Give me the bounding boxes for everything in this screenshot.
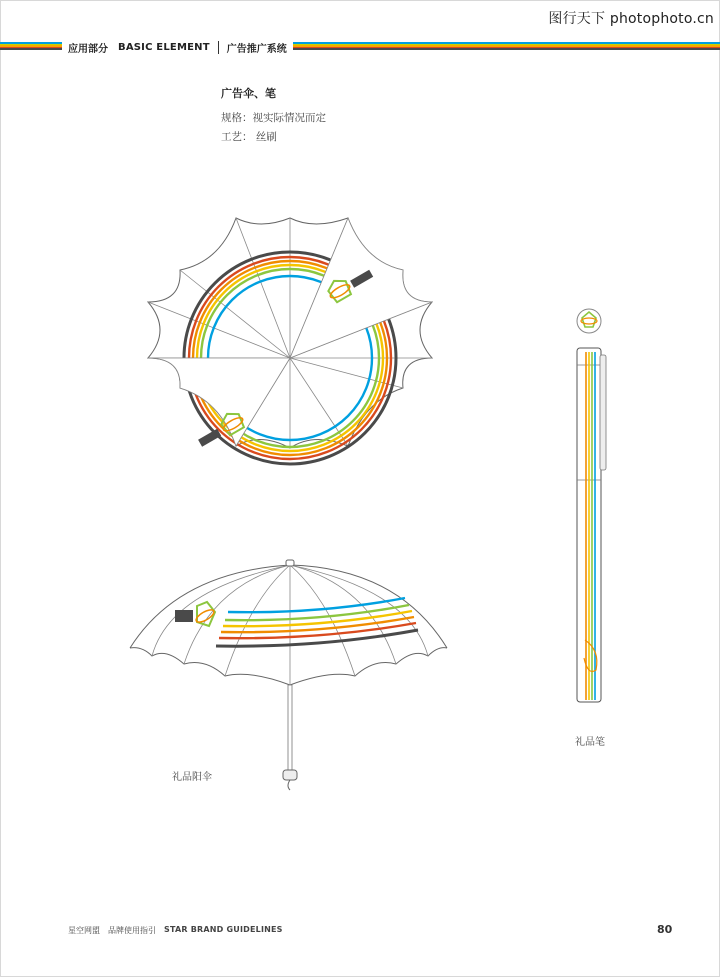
umbrella-caption: 礼品阳伞	[172, 772, 212, 783]
footer-guide: 品牌使用指引	[108, 926, 156, 935]
item-title: 广告伞、笔	[221, 87, 276, 100]
pen-caption: 礼品笔	[575, 737, 605, 748]
craft-line: 工艺： 丝刷	[221, 131, 277, 143]
section-cn: 应用部分	[68, 43, 108, 55]
watermark: 图行天下 photophoto.cn	[548, 11, 714, 27]
footer-guide-en: STAR BRAND GUIDELINES	[164, 925, 283, 934]
category-label: 广告推广系统	[226, 43, 287, 55]
page-number: 80	[657, 923, 673, 936]
page-footer	[68, 925, 283, 936]
section-en: BASIC ELEMENT	[118, 41, 210, 53]
footer-brand: 星空网盟	[68, 926, 100, 935]
spec-line: 规格：视实际情况而定	[221, 112, 326, 124]
